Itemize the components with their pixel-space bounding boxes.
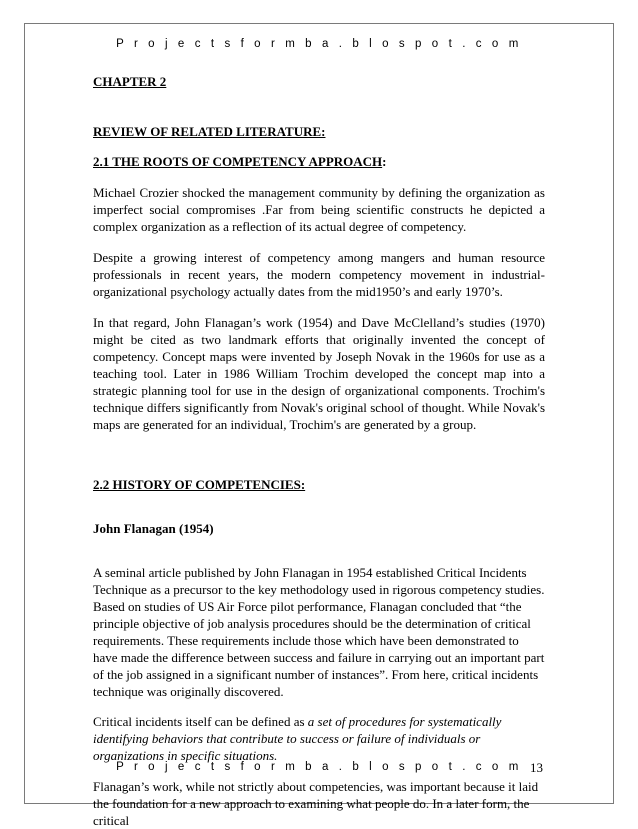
page-footer: P r o j e c t s f o r m b a . b l o s p o t . c o m (116, 761, 522, 773)
definition-lead: Critical incidents itself can be defined as (93, 714, 308, 729)
definition-italic: a set of procedures for systematically identifying behaviors that contribute to success or failure of individuals or organizations in specific situations. (93, 714, 502, 763)
chapter-title: CHAPTER 2 (93, 74, 167, 89)
document-body (93, 69, 545, 829)
page-header: P r o j e c t s f o r m b a . b l o s p o t . c o m (116, 38, 522, 50)
page-number: 13 (530, 760, 543, 775)
paragraph-flanagan-work: Flanagan’s work, while not strictly about competencies, was important because it laid the foundation for a new approach to examining what people do. In a later form, the critical (93, 779, 539, 828)
section-2-2-heading: 2.2 HISTORY OF COMPETENCIES: (93, 477, 306, 492)
paragraph-crozier: Michael Crozier shocked the management community by defining the organization as imperfect social compromises .Far from being scientific constructs he depicted a complex organization as a reflection of its actual degree of competency. (93, 185, 545, 234)
review-heading: REVIEW OF RELATED LITERATURE: (93, 124, 326, 139)
paragraph-landmark-efforts: In that regard, John Flanagan’s work (1954) and Dave McClelland’s studies (1970) might be cited as two landmark efforts that originally invented the concept of competency. Concept maps were invented by Joseph Novak in the 1960s for use as a teaching tool. Later in 1986 William Trochim developed the concept map into a strategic planning tool for use in the design of organizational components. Trochim's technique differs significantly from Novak's original school of thought. While Novak's maps are generated for an individual, Trochim's are generated by a group. (93, 315, 545, 432)
flanagan-subheading: John Flanagan (1954) (93, 521, 214, 536)
paragraph-critical-incidents-definition (93, 713, 545, 764)
section-2-1-colon: : (382, 154, 387, 169)
section-2-1-heading: 2.1 THE ROOTS OF COMPETENCY APPROACH (93, 154, 383, 169)
paragraph-seminal-article: A seminal article published by John Flanagan in 1954 established Critical Incidents Technique as a precursor to the key methodology used in rigorous competency studies. Based on studies of US Air Force pilot performance, Flanagan concluded that “the principle objective of job analysis procedures should be the determination of critical requirements. These requirements include those which have been demonstrated to have made the difference between success and failure in carrying out an important part of the job assigned in a significant number of instances”. From here, critical incidents technique was originally discovered. (93, 565, 545, 699)
section-2-1-heading-line (93, 153, 545, 170)
paragraph-competency-interest: Despite a growing interest of competency among mangers and human resource professionals in recent years, the modern competency movement in industrial-organizational psychology actually dates from the mid1950’s and early 1970’s. (93, 250, 545, 299)
